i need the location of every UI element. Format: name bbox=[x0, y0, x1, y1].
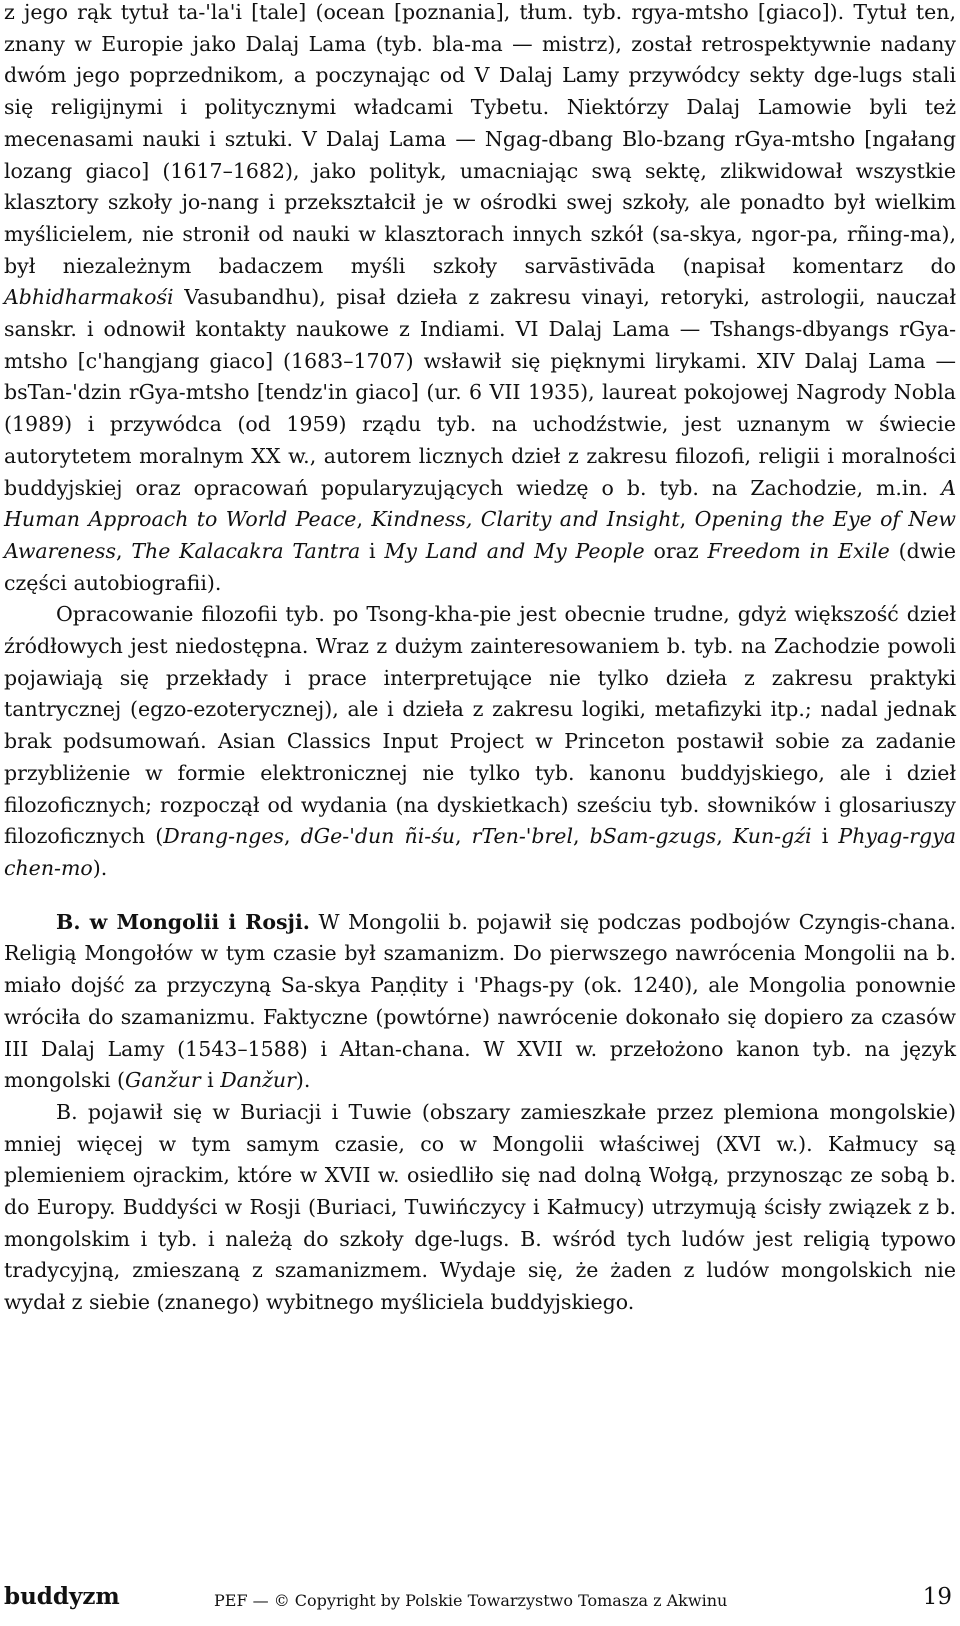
text-run: (dwie części autobiografii). bbox=[4, 538, 956, 595]
section-heading: B. w Mongolii i Rosji. bbox=[56, 909, 310, 934]
italic-title: dGe-'dun ñi-śu bbox=[300, 824, 455, 849]
paragraph-tibetan-philosophy bbox=[4, 599, 956, 884]
text-run: W Mongolii b. pojawił się podczas podbojów Czyngis-chana. Religią Mongołów w tym czasie był szamanizm. Do pierwszego nawrócenia Mongolii na b. miało dojść za przyczyną Sa-skya Paṇḍity i 'Phags-py (ok. 1240), ale Mongolia ponownie wróciła do szamanizmu. Faktyczne (powtórne) nawrócenie dokonało się dopiero za czasów III Dalaj Lamy (1543–1588) i Ałtan-chana. W XVII w. przełożono kanon tyb. na język mongolski ( bbox=[4, 909, 956, 1093]
italic-title: Kindness, Clarity and Insight bbox=[371, 507, 680, 532]
footer-section-title: buddyzm bbox=[4, 1583, 120, 1610]
italic-title: Phyag-rgya chen-mo bbox=[4, 824, 956, 880]
page-footer bbox=[4, 1578, 956, 1614]
italic-title: Opening the Eye of New Awareness bbox=[4, 507, 956, 563]
text-run: Opracowanie filozofii tyb. po Tsong-kha-pie jest obecnie trudne, gdyż większość dzieł źródłowych jest niedostępna. Wraz z dużym zainteresowaniem b. tyb. na Zachodzie powoli pojawiają się przekłady i prace interpretujące nie tylko dzieła z zakresu praktyki tantrycznej (egzo-ezoterycznej), ale i dzieła z zakresu logiki, metafizyki itp.; nadal jednak brak podsumowań. Asian Classics Input Project w Princeton postawił sobie za zadanie przybliżenie w formie elektronicznej nie tylko tyb. kanonu buddyjskiego, ale i dzieł filozoficznych; rozpoczął od wydania (na dyskietkach) sześciu tyb. słowników i glosariuszy filozoficznych ( bbox=[4, 602, 956, 849]
text-run: , bbox=[115, 538, 132, 563]
italic-title: bSam-gzugs bbox=[589, 824, 717, 849]
text-run: , bbox=[679, 507, 695, 532]
italic-title: The Kalacakra Tantra bbox=[131, 538, 361, 563]
paragraph-buryatia-tuva bbox=[4, 1097, 956, 1319]
footer-copyright: PEF — © Copyright by Polskie Towarzystwo Tomasza z Akwinu bbox=[214, 1591, 728, 1610]
text-run: i bbox=[811, 824, 839, 849]
text-run: i bbox=[200, 1068, 221, 1093]
text-run: ). bbox=[92, 855, 108, 880]
text-run: , bbox=[573, 824, 590, 849]
text-run: z jego rąk tytuł ta-'la'i [tale] (ocean [poznania], tłum. tyb. rgya-mtsho [giaco]). Tytuł ten, znany w Europie jako Dalaj Lama (tyb. bla-ma — mistrz), został retrospektywnie nadany dwóm jego poprzednikom, a poczynając od V Dalaj Lamy przywódcy sekty dge-lugs stali się religijnymi i politycznymi władcami Tybetu. Niektórzy Dalaj Lamowie byli też mecenasami nauki i sztuki. V Dalaj Lama — Ngag-dbang Blo-bzang rGya-mtsho [ngałang lozang giaco] (1617–1682), jako polityk, umacniając swą sektę, zlikwidował wszystkie klasztory szkoły jo-nang i przekształcił je w ośrodki swej szkoły, ale ponadto był wielkim myślicielem, nie stronił od nauki w klasztorach innych szkół (sa-skya, ngor-pa, rñing-ma), był niezależnym badaczem myśli szkoły sarvāstivāda (napisał komentarz do bbox=[4, 0, 956, 278]
text-run: B. pojawił się w Buriacji i Tuwie (obszary zamieszkałe przez plemiona mongolskie) mniej więcej w tym samym czasie, co w Mongolii właściwej (XVI w.). Kałmucy są plemieniem ojrackim, które w XVII w. osiedliło się nad dolną Wołgą, przynosząc ze sobą b. do Europy. Buddyści w Rosji (Buriaci, Tuwińczycy i Kałmucy) utrzymują ścisły związek z b. mongolskim i tyb. i należą do szkoły dge-lugs. B. wśród tych ludów jest religią typowo tradycyjną, zmieszaną z szamanizmem. Wydaje się, że żaden z ludów mongolskich nie wydał z siebie (znanego) wybitnego myśliciela buddyjskiego. bbox=[4, 1099, 956, 1315]
text-run: Vasubandhu), pisał dzieła z zakresu vinayi, retoryki, astrologii, nauczał sanskr. i odnowił kontakty naukowe z Indiami. VI Dalaj Lama — Tshangs-dbyangs rGya-mtsho [c'hangjang giaco] (1683–1707) wsławił się pięknymi lirykami. XIV Dalaj Lama — bsTan-'dzin rGya-mtsho [tendz'in giaco] (ur. 6 VII 1935), laureat pokojowej Nagrody Nobla (1989) i przywódca (od 1959) rządu tyb. na uchodźstwie, jest uznanym w świecie autorytetem moralnym XX w., autorem licznych dzieł z zakresu filozofi, religii i moralności buddyjskiej oraz opracowań popularyzujących wiedzę o b. tyb. na Zachodzie, m.in. bbox=[4, 285, 956, 500]
italic-title: Ganžur bbox=[125, 1068, 201, 1093]
article-body bbox=[4, 0, 956, 1319]
text-run: , bbox=[283, 824, 301, 849]
text-run: , bbox=[454, 824, 472, 849]
page-number: 19 bbox=[922, 1584, 952, 1610]
italic-title: A Human Approach to World Peace bbox=[4, 475, 956, 532]
text-run: i bbox=[360, 538, 385, 563]
italic-title: Danžur bbox=[220, 1068, 296, 1093]
italic-title: Kun-gźi bbox=[732, 824, 812, 849]
text-run: ). bbox=[295, 1068, 311, 1093]
paragraph-dalaj-lama bbox=[4, 0, 956, 599]
italic-title: My Land and My People bbox=[384, 538, 645, 563]
italic-title: Freedom in Exile bbox=[707, 538, 890, 563]
italic-title: Drang-nges bbox=[163, 824, 284, 849]
text-run: , bbox=[716, 824, 733, 849]
text-run: oraz bbox=[644, 538, 708, 563]
italic-title: Abhidharmakośi bbox=[4, 285, 174, 310]
text-run: , bbox=[356, 507, 372, 532]
italic-title: rTen-'brel bbox=[471, 824, 573, 849]
paragraph-mongolia-russia bbox=[4, 907, 956, 1097]
